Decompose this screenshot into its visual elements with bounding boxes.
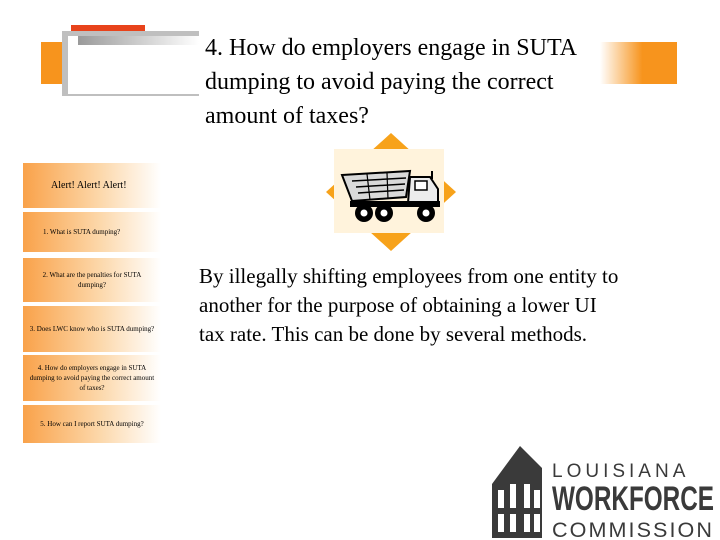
nav-item-lwc-knows[interactable]: 3. Does LWC know who is SUTA dumping? [23, 306, 161, 352]
header-decoration-bar-right [600, 42, 677, 84]
louisiana-workforce-commission-logo [490, 444, 718, 540]
logo-line-1: LOUISIANA [552, 461, 690, 482]
logo-line-2: WORKFORCE [552, 480, 714, 518]
nav-item-penalties[interactable]: 2. What are the penalties for SUTA dumping? [23, 258, 161, 302]
logo-line-3: COMMISSION [552, 519, 714, 540]
slide-title: 4. How do employers engage in SUTA dumping to avoid paying the correct amount of taxes? [205, 35, 576, 129]
header-decoration-bar [78, 36, 199, 45]
nav-item-report[interactable]: 5. How can I report SUTA dumping? [23, 405, 161, 443]
nav-item-how-employers[interactable]: 4. How do employers engage in SUTA dumping to avoid paying the correct amount of taxes? [23, 355, 161, 401]
nav-item-what-is-suta[interactable]: 1. What is SUTA dumping? [23, 212, 161, 252]
nav-item-alert[interactable]: Alert! Alert! Alert! [23, 163, 161, 208]
dump-truck-icon [322, 131, 460, 253]
slide-body-text: By illegally shifting employees from one entity to another for the purpose of obtaining a lower UI tax rate. This can be done by several methods. [199, 264, 619, 346]
